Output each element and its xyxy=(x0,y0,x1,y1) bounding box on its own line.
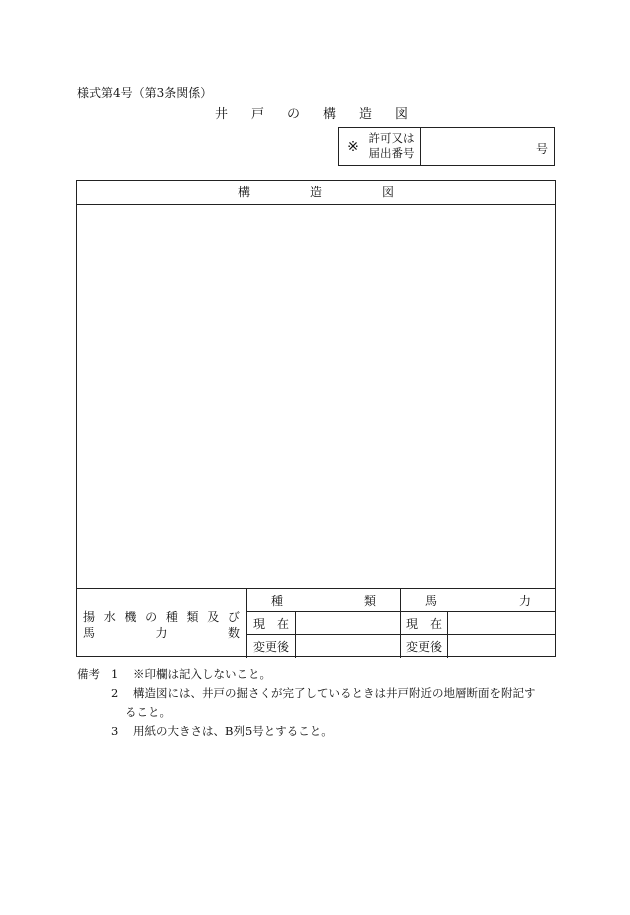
power-header-char: 力 xyxy=(518,593,531,608)
form-number: 様式第4号（第3条関係） xyxy=(77,86,213,100)
title-char: 図 xyxy=(395,107,409,122)
pump-label-char: 水 xyxy=(103,610,116,624)
structure-drawing-area[interactable] xyxy=(77,205,555,589)
office-use-mark: ※ xyxy=(347,138,359,155)
pump-label-char: び xyxy=(227,610,240,624)
note-item-continuation xyxy=(77,703,536,722)
power-current-label: 現 在 xyxy=(401,612,448,635)
structure-header xyxy=(77,181,555,205)
pump-label-char: 数 xyxy=(227,626,240,640)
note-number: 1 xyxy=(111,667,119,681)
kind-current-field[interactable] xyxy=(296,612,401,635)
power-header xyxy=(401,589,555,612)
kind-changed-label: 変更後 xyxy=(247,635,296,658)
permit-number-field[interactable] xyxy=(421,128,554,165)
note-text: ※印欄は記入しないこと。 xyxy=(133,667,271,681)
pump-grid xyxy=(247,589,555,658)
permit-label-line1: 許可又は xyxy=(368,131,415,145)
title-char: 造 xyxy=(359,107,373,122)
title-char: 戸 xyxy=(251,107,265,122)
pump-label-char: 馬 xyxy=(83,626,96,640)
note-number: 2 xyxy=(111,686,119,700)
note-item xyxy=(77,665,536,684)
power-header-char: 馬 xyxy=(425,593,438,608)
kind-header-char: 種 xyxy=(271,593,284,608)
notes-heading: 備考 xyxy=(77,667,100,681)
title-char: の xyxy=(287,107,301,122)
pump-section xyxy=(77,589,555,658)
permit-label xyxy=(363,128,421,165)
note-text: 構造図には、井戸の掘さくが完了しているときは井戸附近の地層断面を附記す xyxy=(133,686,536,700)
note-number: 3 xyxy=(111,724,119,738)
structure-table xyxy=(76,180,556,657)
title-char: 井 xyxy=(215,107,229,122)
kind-current-label: 現 在 xyxy=(247,612,296,635)
structure-header-char: 構 xyxy=(237,185,250,199)
title-char: 構 xyxy=(323,107,337,122)
structure-header-char: 図 xyxy=(381,185,394,199)
kind-header-char: 類 xyxy=(363,593,376,608)
permit-label-line2: 届出番号 xyxy=(368,146,415,160)
pump-label-char: 機 xyxy=(124,610,137,624)
structure-header-char: 造 xyxy=(309,185,322,199)
pump-label-char: 種 xyxy=(165,610,178,624)
note-item xyxy=(77,722,536,741)
permit-number-box xyxy=(338,127,555,166)
document-title xyxy=(215,103,431,122)
pump-label-char: 揚 xyxy=(83,610,96,624)
note-text: ること。 xyxy=(125,705,171,719)
power-current-field[interactable] xyxy=(448,612,555,635)
pump-label-char: 類 xyxy=(186,610,199,624)
kind-header xyxy=(247,589,401,612)
pump-label-char: の xyxy=(145,610,158,624)
pump-label xyxy=(77,589,247,658)
power-changed-label: 変更後 xyxy=(401,635,448,658)
pump-label-char: 及 xyxy=(207,610,220,624)
pump-label-char: 力 xyxy=(155,626,168,640)
power-changed-field[interactable] xyxy=(448,635,555,658)
note-item xyxy=(77,684,536,703)
kind-changed-field[interactable] xyxy=(296,635,401,658)
note-text: 用紙の大きさは、B列5号とすること。 xyxy=(133,724,333,738)
permit-number-suffix: 号 xyxy=(535,142,548,156)
notes xyxy=(77,665,536,741)
